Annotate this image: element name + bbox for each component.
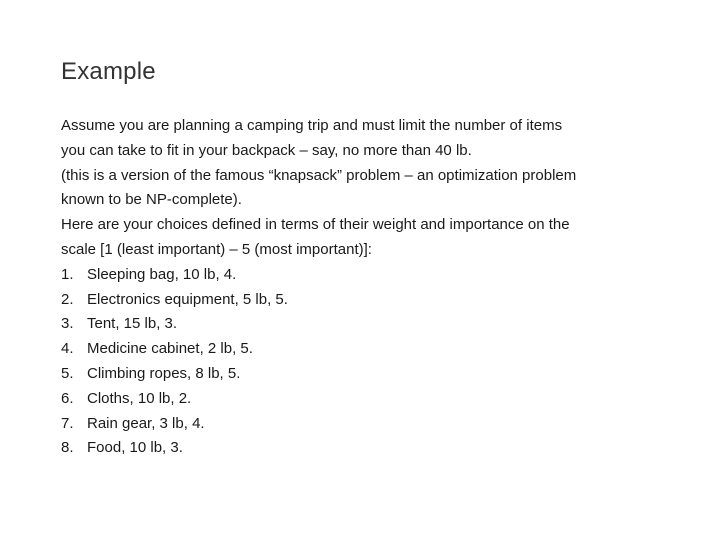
list-item-number: 5. — [61, 364, 74, 382]
slide-title: Example — [61, 58, 156, 85]
list-item-text: Climbing ropes, 8 lb, 5. — [87, 364, 241, 382]
list-item — [61, 312, 691, 337]
list-item-number: 4. — [61, 340, 74, 358]
body-line: scale [1 (least important) – 5 (most important)]: — [61, 240, 372, 258]
list-item-text: Medicine cabinet, 2 lb, 5. — [87, 340, 253, 358]
list-item — [61, 263, 691, 288]
body-line: known to be NP-complete). — [61, 191, 242, 209]
list-item — [61, 436, 691, 461]
body-line: (this is a version of the famous “knapsack” problem – an optimization problem — [61, 166, 577, 184]
list-item — [61, 362, 691, 387]
list-item — [61, 412, 691, 437]
list-item-number: 6. — [61, 389, 74, 407]
list-item-number: 2. — [61, 290, 74, 308]
list-item-number: 8. — [61, 439, 74, 457]
list-item — [61, 288, 691, 313]
body-line: Assume you are planning a camping trip and must limit the number of items — [61, 117, 563, 134]
list-item-text: Food, 10 lb, 3. — [87, 439, 183, 457]
list-item — [61, 337, 691, 362]
list-item-text: Rain gear, 3 lb, 4. — [87, 414, 205, 432]
body-line: Here are your choices defined in terms of their weight and importance on the — [61, 216, 570, 234]
list-item-text: Tent, 15 lb, 3. — [87, 315, 178, 333]
slide-body — [61, 114, 691, 461]
list-item — [61, 387, 691, 412]
list-item-number: 1. — [61, 265, 74, 283]
list-item-text: Sleeping bag, 10 lb, 4. — [87, 265, 237, 283]
body-line: you can take to fit in your backpack – say, no more than 40 lb. — [61, 141, 472, 159]
list-item-text: Cloths, 10 lb, 2. — [87, 389, 192, 407]
list-item-text: Electronics equipment, 5 lb, 5. — [87, 290, 288, 308]
choices-list — [61, 263, 691, 461]
list-item-number: 3. — [61, 315, 74, 333]
list-item-number: 7. — [61, 414, 74, 432]
